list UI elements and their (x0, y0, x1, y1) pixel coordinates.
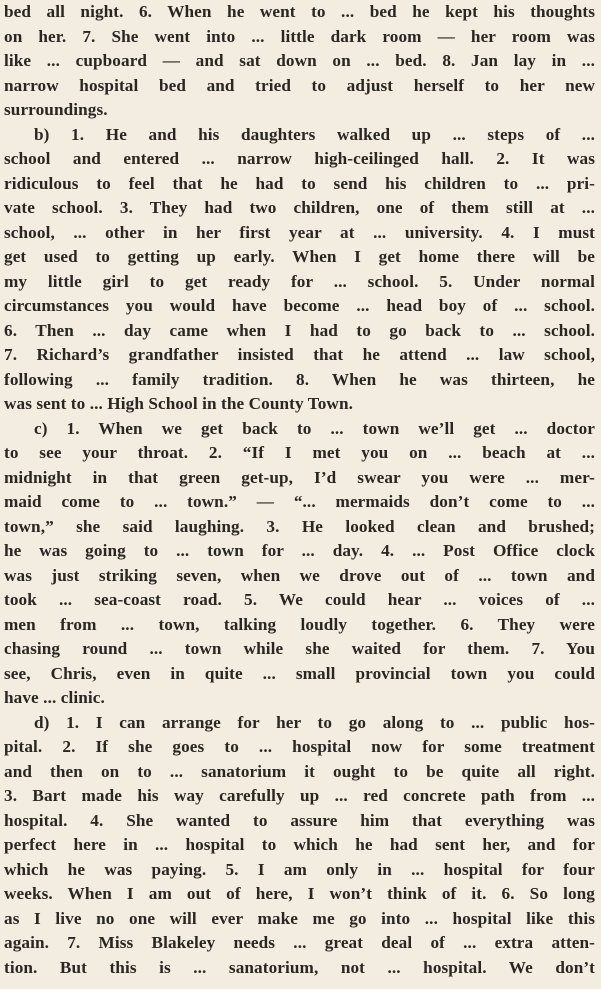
text-line: maid come to ... town.” — “... mermaids don’t come to ... (4, 492, 595, 511)
text-line: he was going to ... town for ... day. 4. ... Post Office clock (4, 541, 595, 560)
text-line: have ... clinic. (4, 688, 105, 707)
text-line: school, ... other in her first year at ... university. 4. I must (4, 222, 595, 242)
text-line: weeks. When I am out of here, I won’t think of it. 6. So long (4, 884, 595, 903)
text-line: my little girl to get ready for ... school. 5. Under normal (4, 271, 595, 291)
text-line: surroundings. (4, 100, 108, 119)
text-line: took ... sea-coast road. 5. We could hear ... voices of ... (4, 590, 595, 609)
text-line: circumstances you would have become ... head boy of ... school. (4, 296, 595, 315)
text-line: town,” she said laughing. 3. He looked clean and brushed; (4, 516, 595, 536)
text-line: men from ... town, talking loudly together. 6. They were (4, 614, 595, 634)
text-line: hospital. 4. She wanted to assure him that everything was (4, 810, 595, 830)
text-line: ridiculous to feel that he had to send his children to ... pri- (4, 173, 595, 193)
text-line: and then on to ... sanatorium it ought to be quite all right. (4, 761, 595, 781)
text-line: d) 1. I can arrange for her to go along to ... public hos- (34, 712, 595, 732)
text-line: bed all night. 6. When he went to ... bed he kept his thoughts (4, 2, 595, 21)
text-line: b) 1. He and his daughters walked up ... steps of ... (34, 124, 595, 144)
text-line: on her. 7. She went into ... little dark room — her room was (4, 26, 595, 46)
text-line: like ... cupboard — and sat down on ... bed. 8. Jan lay in ... (4, 51, 595, 70)
text-line: perfect here in ... hospital to which he had sent her, and for (4, 835, 595, 854)
text-line: was just striking seven, when we drove out of ... town and (4, 565, 595, 585)
text-line: vate school. 3. They had two children, one of them still at ... (4, 198, 595, 217)
text-line: 3. Bart made his way carefully up ... red concrete path from ... (4, 786, 595, 805)
text-line: school and entered ... narrow high-ceilinged hall. 2. It was (4, 149, 595, 168)
text-line: as I live no one will ever make me go into ... hospital like this (4, 908, 595, 928)
text-body (4, 0, 595, 980)
text-line: again. 7. Miss Blakeley needs ... great deal of ... extra atten- (4, 933, 595, 952)
text-line: 7. Richard’s grandfather insisted that he attend ... law school, (4, 345, 595, 364)
text-line: 6. Then ... day came when I had to go back to ... school. (4, 320, 595, 340)
text-line: see, Chris, even in quite ... small provincial town you could (4, 663, 595, 683)
text-line: pital. 2. If she goes to ... hospital now for some treatment (4, 737, 595, 756)
text-line: get used to getting up early. When I get home there will be (4, 247, 595, 266)
text-line: tion. But this is ... sanatorium, not ... hospital. We don’t (4, 957, 595, 977)
text-line: chasing round ... town while she waited for them. 7. You (4, 639, 595, 658)
text-line: to see your throat. 2. “If I met you on ... beach at ... (4, 443, 595, 462)
text-line: which he was paying. 5. I am only in ... hospital for four (4, 859, 595, 879)
text-line: narrow hospital bed and tried to adjust herself to her new (4, 75, 595, 95)
text-line: was sent to ... High School in the County Town. (4, 394, 354, 413)
text-line: c) 1. When we get back to ... town we’ll get ... doctor (34, 418, 595, 438)
text-line: following ... family tradition. 8. When he was thirteen, he (4, 369, 595, 389)
text-line: midnight in that green get-up, I’d swear you were ... mer- (4, 467, 595, 487)
